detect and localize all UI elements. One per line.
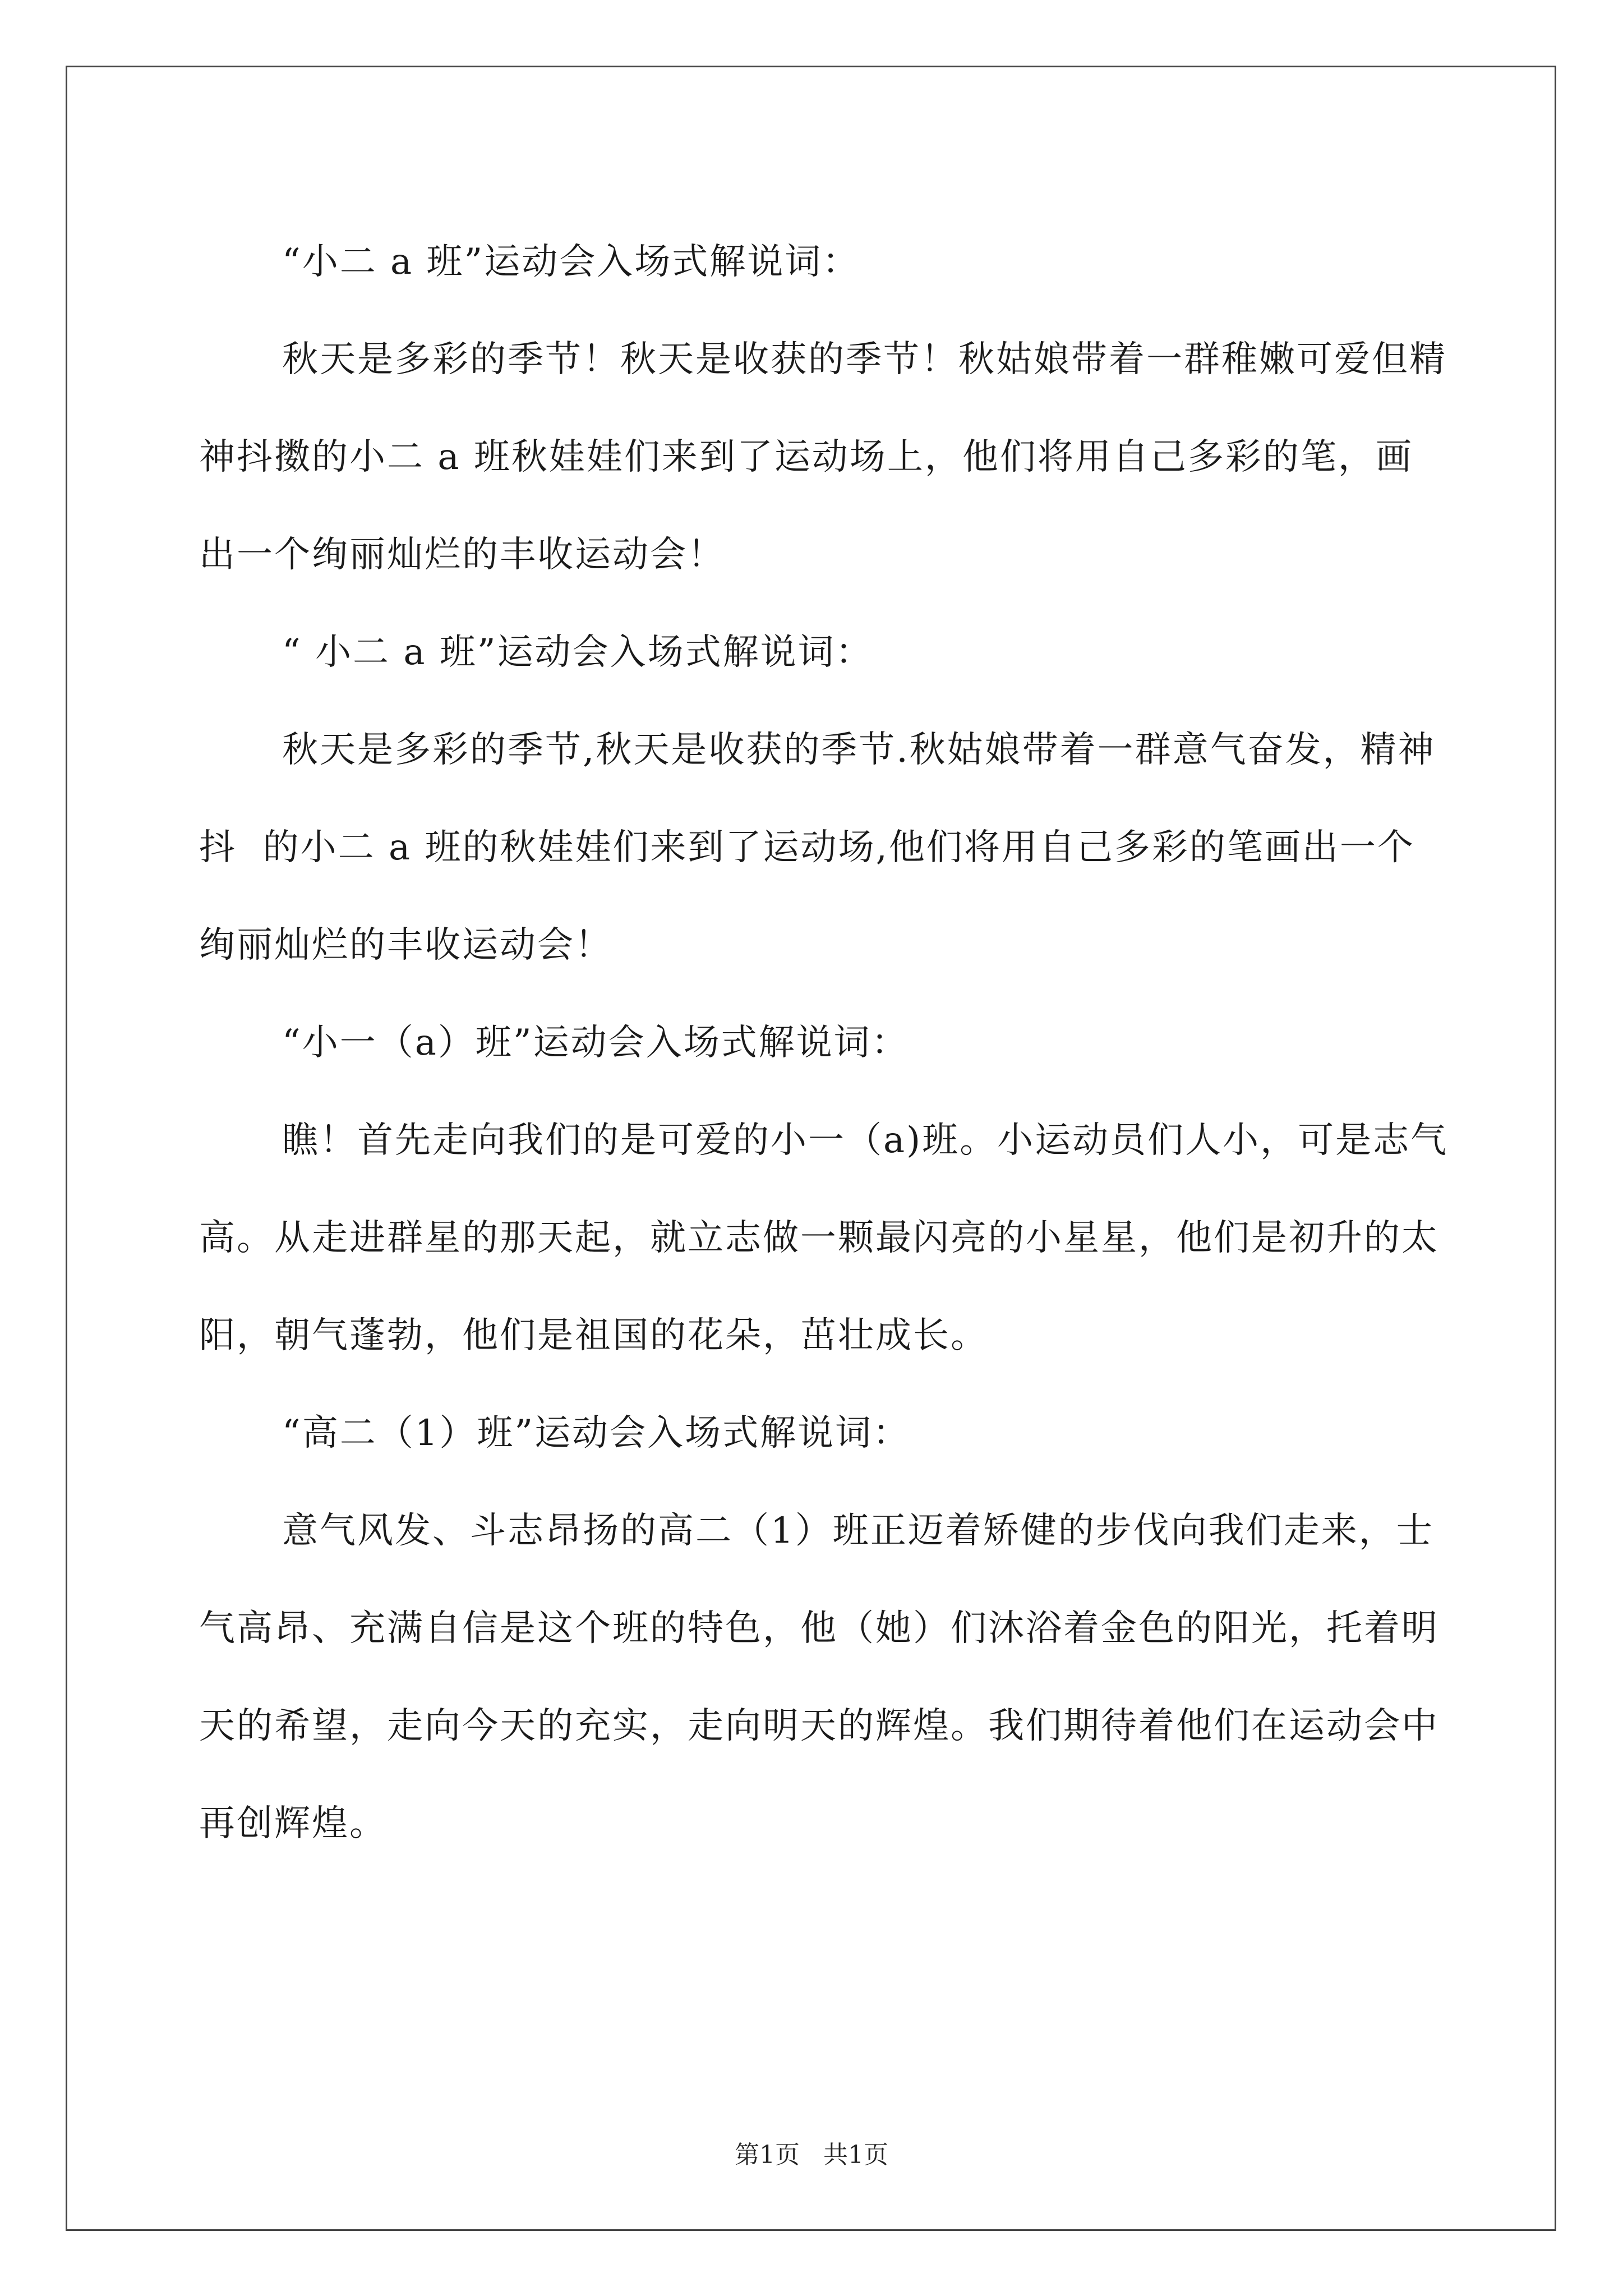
document-body	[199, 213, 1450, 1872]
section-heading-xiao1a: “小一（a）班”运动会入场式解说词：	[282, 1022, 909, 1064]
paragraph-xiao2a-1: 秋天是多彩的季节！秋天是收获的季节！秋姑娘带着一群稚嫩可爱但精神抖擞的小二 a 班秋娃娃们来到了运动场上，他们将用自己多彩的笔，画出一个绚丽灿烂的丰收运动会！	[199, 339, 1447, 576]
section-heading-gao2-1: “高二（1）班”运动会入场式解说词：	[282, 1412, 911, 1454]
section-heading-xiao2a-2: “ 小二 a 班”运动会入场式解说词：	[282, 632, 873, 673]
paragraph-gao2-1: 意气风发、斗志昂扬的高二（1）班正迈着矫健的步伐向我们走来，士气高昂、充满自信是这个班的特色，他（她）们沐浴着金色的阳光，托着明天的希望，走向今天的充实，走向明天的辉煌。我们期待着他们在运动会中再创辉煌。	[199, 1510, 1439, 1844]
paragraph-xiao2a-2: 秋天是多彩的季节,秋天是收获的季节.秋姑娘带着一群意气奋发，精神抖 的小二 a 班的秋娃娃们来到了运动场,他们将用自己多彩的笔画出一个绚丽灿烂的丰收运动会！	[199, 729, 1436, 966]
section-heading-xiao2a-1: “小二 a 班”运动会入场式解说词：	[282, 241, 860, 283]
paragraph-xiao1a: 瞧！首先走向我们的是可爱的小一（a)班。小运动员们人小，可是志气高。从走进群星的那天起，就立志做一颗最闪亮的小星星，他们是初升的太阳，朝气蓬勃，他们是祖国的花朵，茁壮成长。	[199, 1120, 1449, 1356]
page-footer: 第1页 共1页	[735, 2141, 888, 2169]
